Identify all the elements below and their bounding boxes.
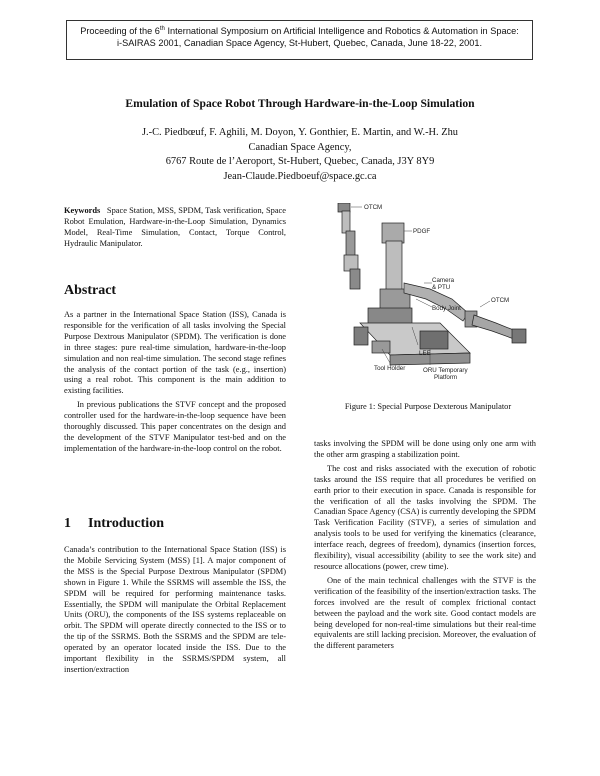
intro-paragraph-1: Canada’s contribution to the International Space Station (ISS) is the Mobile Servicing System (MSS) [1]. A major component of the MSS is the Special Purpose Dextrous Manipulator (SPDM) shown in Figure 1. While the SSRMS will assemble the ISS, the SPDM will be required for performing maintenance tasks. Essentially, the SPDM will manipulate the Orbital Replacement Units (ORU), the components of the ISS systems replaceable on orbit. The SPDM will operate directly connected to the ISS or to the tip of the SSRMS. Both the SSRMS and the SPDM are tele-operated by an operator located inside the ISS. Due to the important flexibility in the SSRMS/SPDM system, all insertion/extraction xyxy=(64,545,286,674)
intro-body xyxy=(64,545,286,676)
proceedings-line-2: i-SAIRAS 2001, Canadian Space Agency, St-Hubert, Quebec, Canada, June 18-22, 2001. xyxy=(116,37,482,48)
abstract-body xyxy=(64,310,286,455)
affiliation: Canadian Space Agency, xyxy=(248,142,352,153)
label-otcm-top: OTCM xyxy=(364,204,383,211)
label-body-joint: Body Joint xyxy=(432,305,461,312)
label-pdgf: PDGF xyxy=(413,228,431,235)
label-ptu: & PTU xyxy=(432,284,451,291)
label-otcm-right: OTCM xyxy=(491,297,510,304)
intro-heading xyxy=(64,516,164,532)
label-camera: Camera xyxy=(432,277,455,284)
abstract-heading: Abstract xyxy=(64,283,117,298)
right-paragraph-3: One of the main technical challenges with the STVF is the verification of the feasibility of the insertion/extraction tasks. The forces involved are the result of complex frictional contact between the payload and the work site. Good contact models are being developed for non-real-time simulations but their real-time equivalents are still lacking precision. Moreover, the evaluation of the different parameters xyxy=(314,575,536,651)
right-paragraph-1: tasks involving the SPDM will be done using only one arm with the other arm grasping a stabilization point. xyxy=(314,439,536,459)
proceedings-line-1: Proceeding of the 6th International Symposium on Artificial Intelligence and Robotics & Automation in Space: xyxy=(80,25,519,36)
intro-number: 1 xyxy=(64,516,71,531)
right-column-body xyxy=(314,439,536,652)
email: Jean-Claude.Piedboeuf@space.gc.ca xyxy=(223,171,377,182)
authors: J.-C. Piedbœuf, F. Aghili, M. Doyon, Y. Gonthier, E. Martin, and W.-H. Zhu xyxy=(142,127,458,138)
keywords-label: Keywords xyxy=(64,206,101,215)
label-tool-holder: Tool Holder xyxy=(374,365,406,372)
intro-title: Introduction xyxy=(88,516,164,531)
keywords-text: Space Station, MSS, SPDM, Task verification, Space Robot Emulation, Hardware-in-the-Loop Simulation, Dynamics Model, Real-Time Simulation, Contact, Torque Control, Hydraulic Manipulator. xyxy=(64,206,286,248)
abstract-paragraph-2: In previous publications the STVF concept and the proposed controller used for the hardware-in-the-loop sequence have been thoroughly discussed. This paper concentrates on the design and the development of the STVF Manipulator test-bed and on the implementation of the hardware-in-the-loop control on the robot. xyxy=(64,400,286,453)
label-oru-2: Platform xyxy=(434,374,458,381)
abstract-paragraph-1: As a partner in the International Space Station (ISS), Canada is responsible for the verification of all tasks involving the Special Purpose Dextrous Manipulator (SPDM). The verification is done in three stages: pure real-time simulation, hardware-in-the-loop simulation and non real-time simulation. The second stage refines the analysis of the contact portion of the task (e.g., insertion) using a real robot. This component is the main addition to existing facilities. xyxy=(64,310,286,396)
figure-spdm xyxy=(320,203,540,393)
label-lee: LEE xyxy=(419,350,431,357)
label-oru-1: ORU Temporary xyxy=(423,367,468,374)
address: 6767 Route de l’Aeroport, St-Hubert, Quebec, Canada, J3Y 8Y9 xyxy=(165,156,435,167)
keywords-block xyxy=(64,206,286,250)
right-paragraph-2: The cost and risks associated with the execution of robotic tasks around the ISS require that all procedures be verified on earth prior to their execution in space. Canada is responsible for the verification of all the tasks involving the SPDM. The Canadian Space Agency (CSA) is currently developing the SPDM Task Verification Facility (STVF), a series of simulation and analysis tools to be used for verifying the kinematics (clearance, interface reach, degrees of freedom), dynamics (insertion forces, flexibility), visual accessibility (ability to see the work site) and resource allocations (power, crew time). xyxy=(314,463,536,571)
paper-title: Emulation of Space Robot Through Hardware-in-the-Loop Simulation xyxy=(125,97,475,110)
proceedings-header xyxy=(66,20,533,60)
figure-caption: Figure 1: Special Purpose Dexterous Manipulator xyxy=(344,402,512,411)
